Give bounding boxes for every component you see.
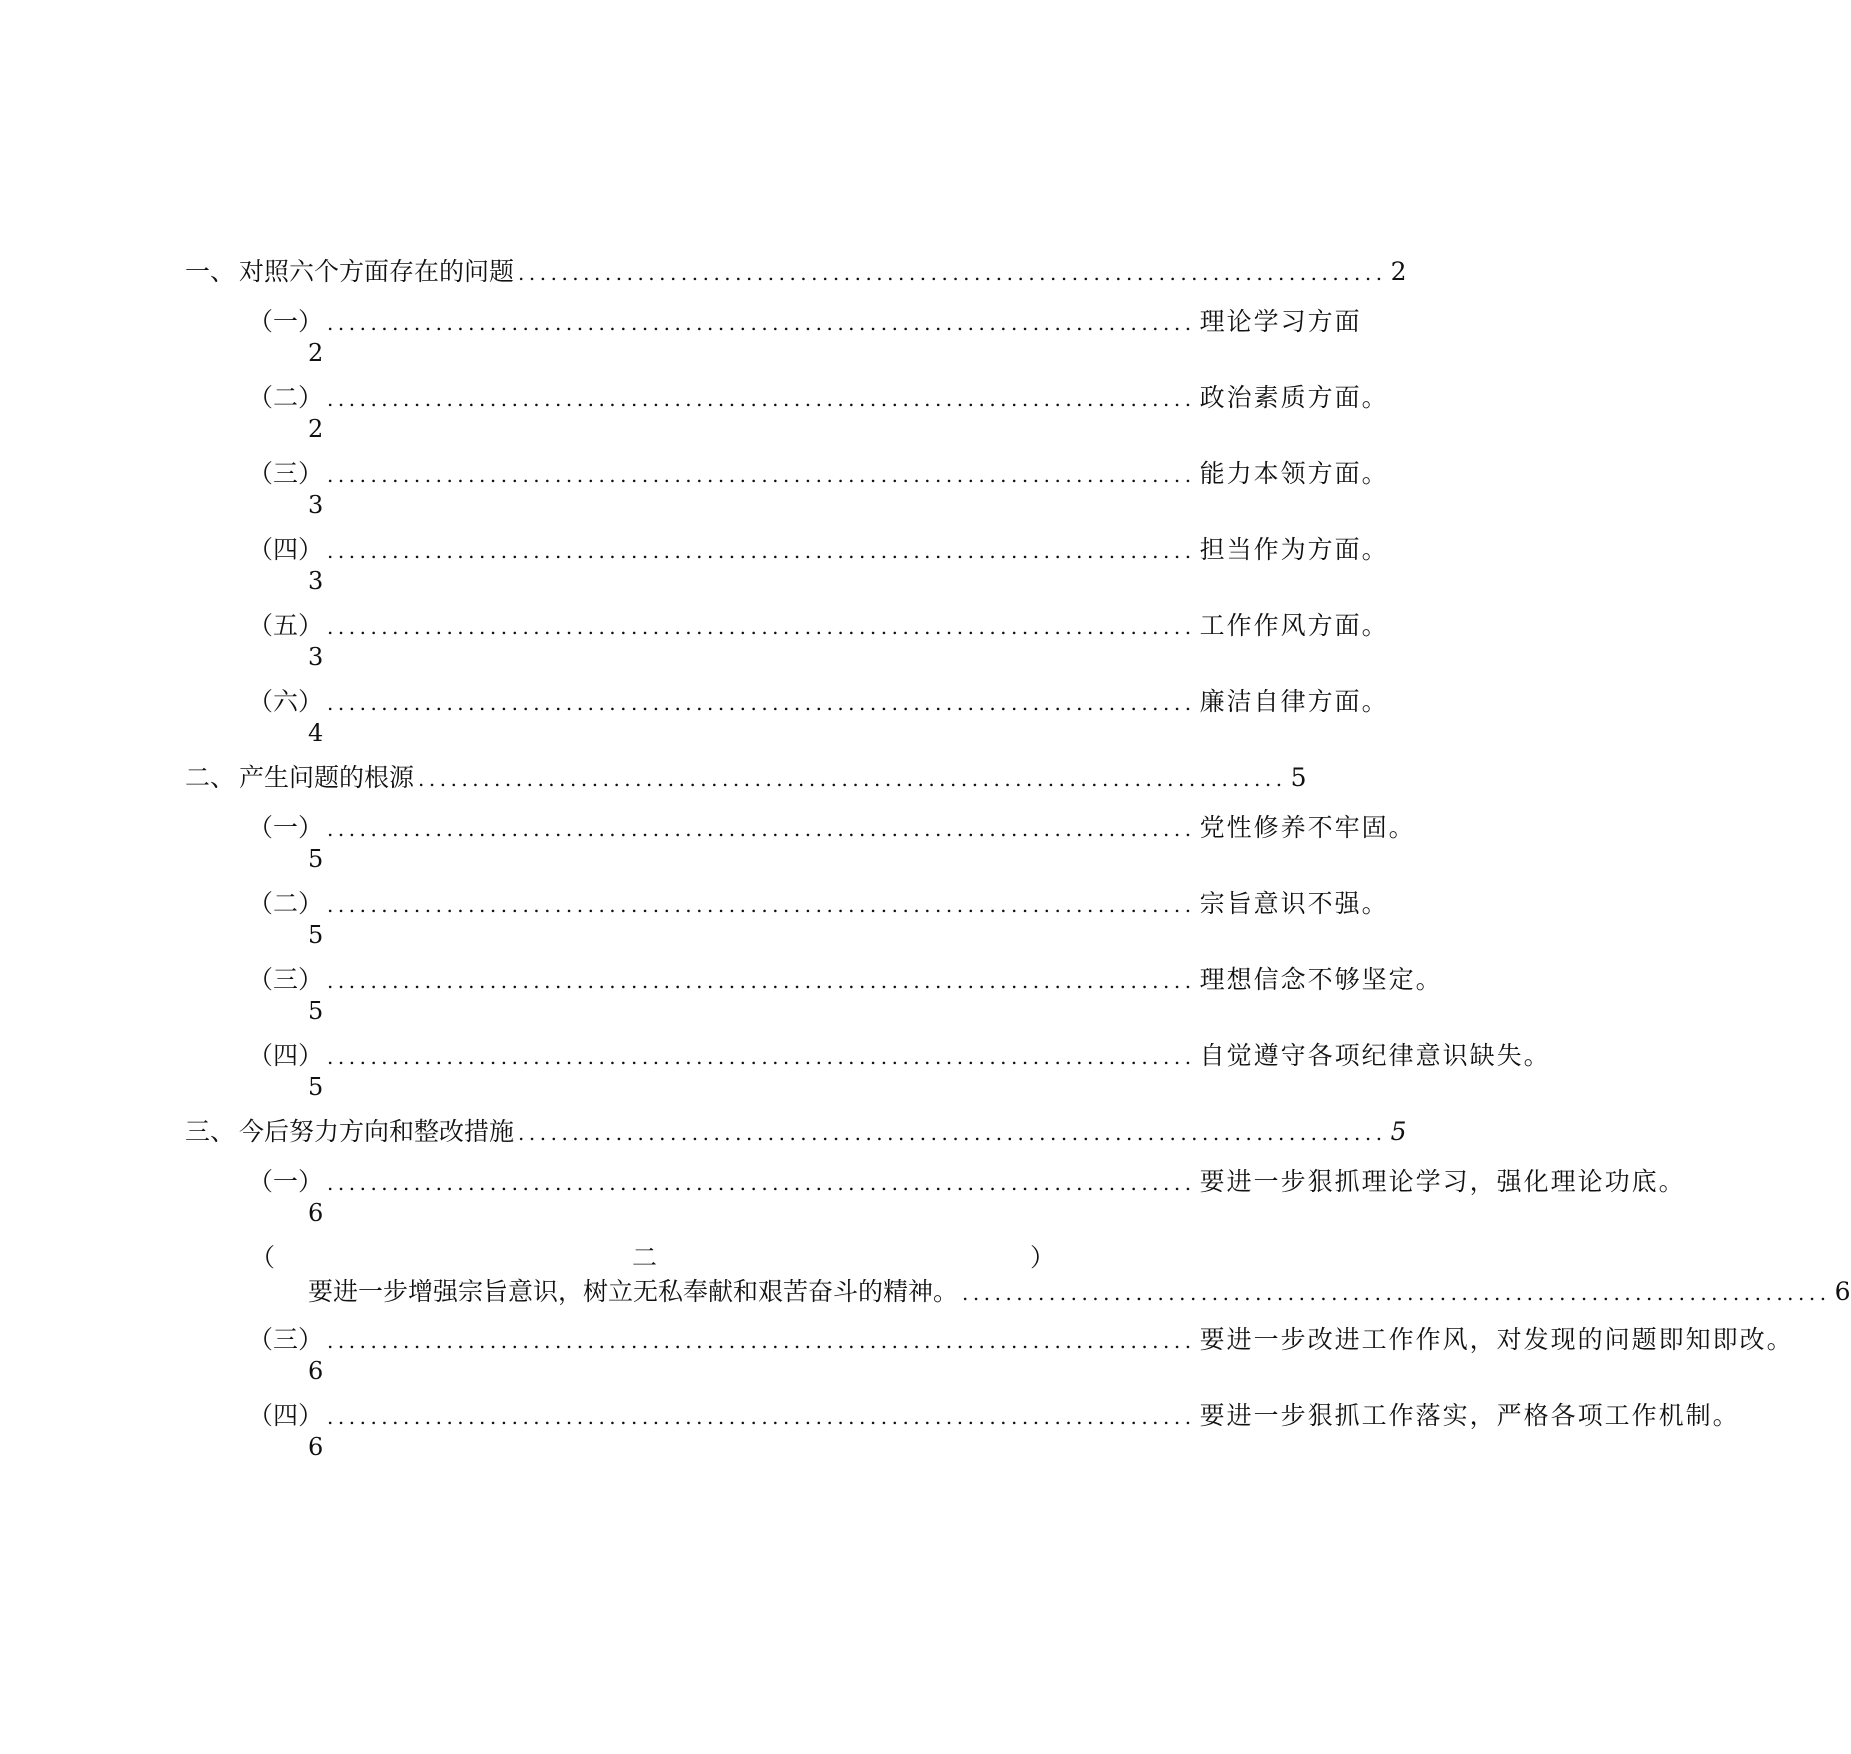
item-title: 理想信念不够坚定。 xyxy=(1199,965,1443,994)
item-title: 党性修养不牢固。 xyxy=(1199,813,1416,842)
toc-item-1-3[interactable] xyxy=(248,458,1389,491)
leader-dots: ................................................................................ xyxy=(327,615,1196,639)
leader-dots: ................................................................................ xyxy=(327,691,1196,715)
leader-dots: ................................................................................ xyxy=(327,539,1196,563)
item-number: （五） xyxy=(248,611,324,640)
item-number: （四） xyxy=(248,535,324,564)
item-title: 廉洁自律方面。 xyxy=(1199,687,1389,716)
page-number: 6 xyxy=(1834,1277,1851,1306)
leader-dots: ................................................................................ xyxy=(327,387,1196,411)
page-number: 3 xyxy=(308,491,324,519)
item-number: （四） xyxy=(248,1401,324,1430)
section-title: 产生问题的根源 xyxy=(239,763,415,792)
page-number: 5 xyxy=(1290,763,1307,792)
toc-item-3-1[interactable] xyxy=(248,1166,1686,1199)
leader-dots: ................................................................................ xyxy=(327,463,1196,487)
toc-item-1-6[interactable] xyxy=(248,686,1389,719)
item-title: 要进一步增强宗旨意识，树立无私奉献和艰苦奋斗的精神。 xyxy=(308,1277,959,1306)
item-number-close-paren: ） xyxy=(1030,1243,1056,1272)
item-number: （六） xyxy=(248,687,324,716)
toc-item-2-1[interactable] xyxy=(248,812,1416,845)
page-number: 5 xyxy=(308,1073,324,1101)
toc-item-3-2[interactable] xyxy=(308,1276,1851,1309)
toc-item-3-4[interactable] xyxy=(248,1400,1740,1433)
toc-item-1-5[interactable] xyxy=(248,610,1389,643)
leader-dots: ................................................................................ xyxy=(327,1329,1196,1353)
toc-section-2[interactable] xyxy=(185,762,1307,795)
leader-dots: ................................................................................ xyxy=(518,261,1387,285)
item-title: 要进一步狠抓工作落实，严格各项工作机制。 xyxy=(1199,1401,1740,1430)
page-number: 5 xyxy=(1390,1117,1407,1146)
item-title: 担当作为方面。 xyxy=(1199,535,1389,564)
toc-item-2-4[interactable] xyxy=(248,1040,1551,1073)
item-number: （三） xyxy=(248,965,324,994)
page-number: 3 xyxy=(308,643,324,671)
toc-item-1-1[interactable] xyxy=(248,306,1362,339)
toc-item-1-2[interactable] xyxy=(248,382,1389,415)
page-number: 2 xyxy=(1390,257,1407,286)
item-title: 政治素质方面。 xyxy=(1199,383,1389,412)
page-number: 5 xyxy=(308,997,324,1025)
toc-section-3[interactable] xyxy=(185,1116,1407,1149)
page-number: 4 xyxy=(308,719,324,747)
item-number: （三） xyxy=(248,459,324,488)
leader-dots: ................................................................................ xyxy=(327,311,1196,335)
section-title: 今后努力方向和整改措施 xyxy=(239,1117,515,1146)
page-number: 2 xyxy=(308,339,324,367)
item-title: 宗旨意识不强。 xyxy=(1199,889,1389,918)
item-title: 工作作风方面。 xyxy=(1199,611,1389,640)
leader-dots: ................................................................................ xyxy=(327,1045,1196,1069)
leader-dots: ................................................................................ xyxy=(327,1405,1196,1429)
page-number: 5 xyxy=(308,845,324,873)
leader-dots: ................................................................................ xyxy=(327,969,1196,993)
leader-dots: ................................................................................ xyxy=(962,1281,1831,1305)
item-title: 要进一步狠抓理论学习，强化理论功底。 xyxy=(1199,1167,1686,1196)
section-number: 一、 xyxy=(185,257,236,286)
section-number: 三、 xyxy=(185,1117,236,1146)
toc-item-1-4[interactable] xyxy=(248,534,1389,567)
page-number: 6 xyxy=(308,1433,324,1461)
item-number-open-paren: （ xyxy=(250,1243,276,1272)
page-number: 6 xyxy=(308,1199,324,1227)
item-number: （一） xyxy=(248,813,324,842)
item-title: 能力本领方面。 xyxy=(1199,459,1389,488)
toc-item-2-3[interactable] xyxy=(248,964,1443,997)
item-number: （二） xyxy=(248,383,324,412)
item-number-middle: 二 xyxy=(632,1243,658,1272)
leader-dots: ................................................................................ xyxy=(327,1171,1196,1195)
toc-item-2-2[interactable] xyxy=(248,888,1389,921)
item-number: （四） xyxy=(248,1041,324,1070)
item-number: （三） xyxy=(248,1325,324,1354)
item-number: （一） xyxy=(248,307,324,336)
leader-dots: ................................................................................ xyxy=(518,1121,1387,1145)
item-title: 理论学习方面 xyxy=(1199,307,1362,336)
page-number: 6 xyxy=(308,1357,324,1385)
page-number: 2 xyxy=(308,415,324,443)
item-number: （一） xyxy=(248,1167,324,1196)
toc-section-1[interactable] xyxy=(185,256,1407,289)
page-number: 3 xyxy=(308,567,324,595)
leader-dots: ................................................................................ xyxy=(327,893,1196,917)
toc-item-3-3[interactable] xyxy=(248,1324,1794,1357)
leader-dots: ................................................................................ xyxy=(418,767,1287,791)
item-title: 要进一步改进工作作风，对发现的问题即知即改。 xyxy=(1199,1325,1794,1354)
page-number: 5 xyxy=(308,921,324,949)
leader-dots: ................................................................................ xyxy=(327,817,1196,841)
item-number: （二） xyxy=(248,889,324,918)
section-number: 二、 xyxy=(185,763,236,792)
item-title: 自觉遵守各项纪律意识缺失。 xyxy=(1199,1041,1551,1070)
section-title: 对照六个方面存在的问题 xyxy=(239,257,515,286)
